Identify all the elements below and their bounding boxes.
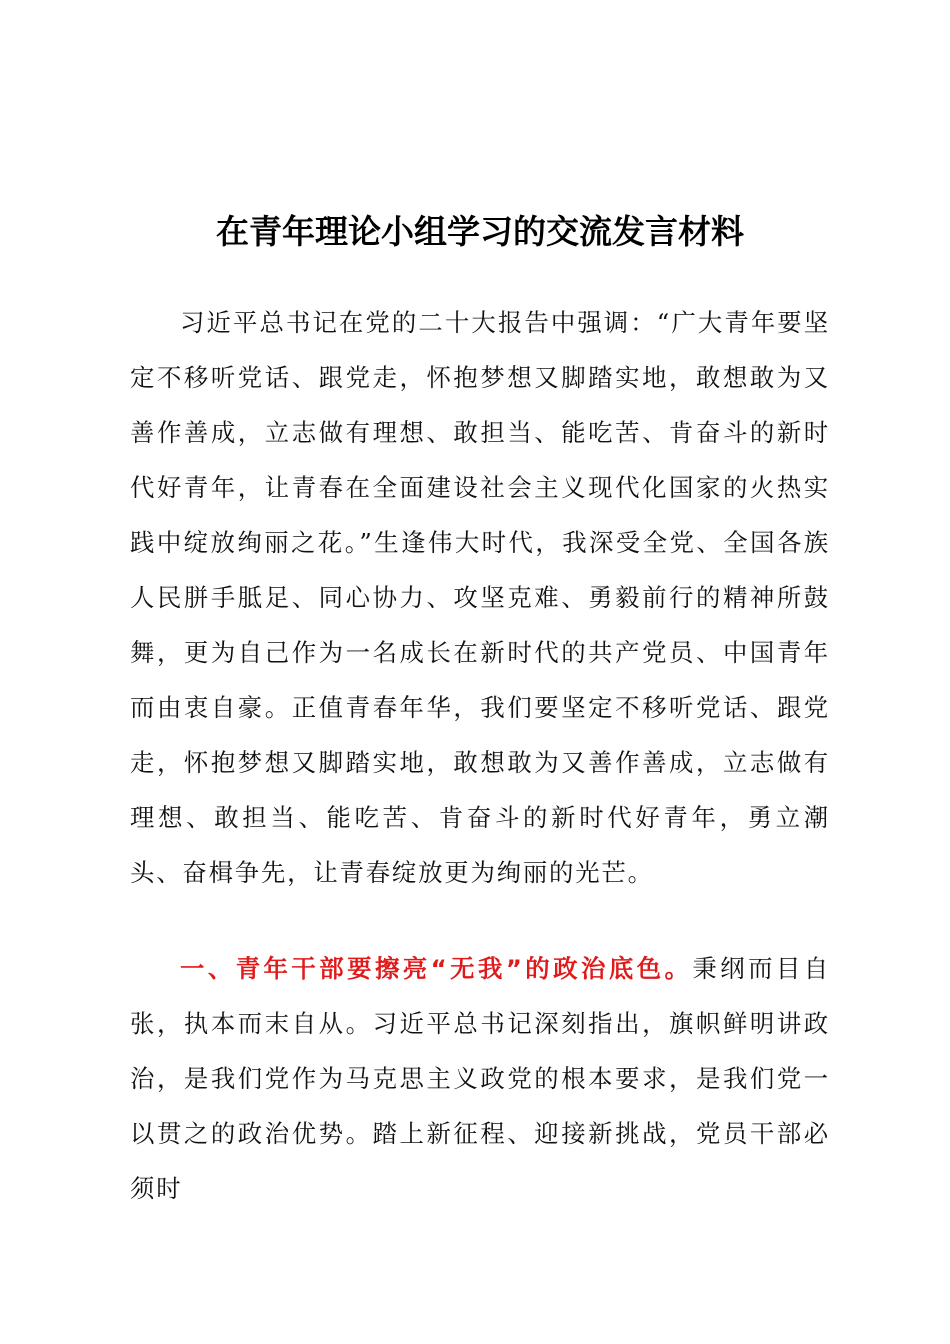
- document-title: 在青年理论小组学习的交流发言材料: [216, 212, 744, 251]
- section-1-heading: 一、青年干部要擦亮“无我”的政治底色。: [180, 954, 693, 983]
- section-1-text: 秉纲而目自张，执本而末自从。习近平总书记深刻指出，旗帜鲜明讲政治，是我们党作为马克思主义政党的根本要求，是我们党一以贯之的政治优势。踏上新征程、迎接新挑战，党员干部必须时: [130, 954, 830, 1203]
- section-1-paragraph: [130, 941, 830, 1216]
- intro-paragraph: 习近平总书记在党的二十大报告中强调：“广大青年要坚定不移听党话、跟党走，怀抱梦想又脚踏实地，敢想敢为又善作善成，立志做有理想、敢担当、能吃苦、肯奋斗的新时代好青年，让青春在全面建设社会主义现代化国家的火热实践中绽放绚丽之花。”生逢伟大时代，我深受全党、全国各族人民胼手胝足、同心协力、攻坚克难、勇毅前行的精神所鼓舞，更为自己作为一名成长在新时代的共产党员、中国青年而由衷自豪。正值青春年华，我们要坚定不移听党话、跟党走，怀抱梦想又脚踏实地，敢想敢为又善作善成，立志做有理想、敢担当、能吃苦、肯奋斗的新时代好青年，勇立潮头、奋楫争先，让青春绽放更为绚丽的光芒。: [130, 308, 830, 887]
